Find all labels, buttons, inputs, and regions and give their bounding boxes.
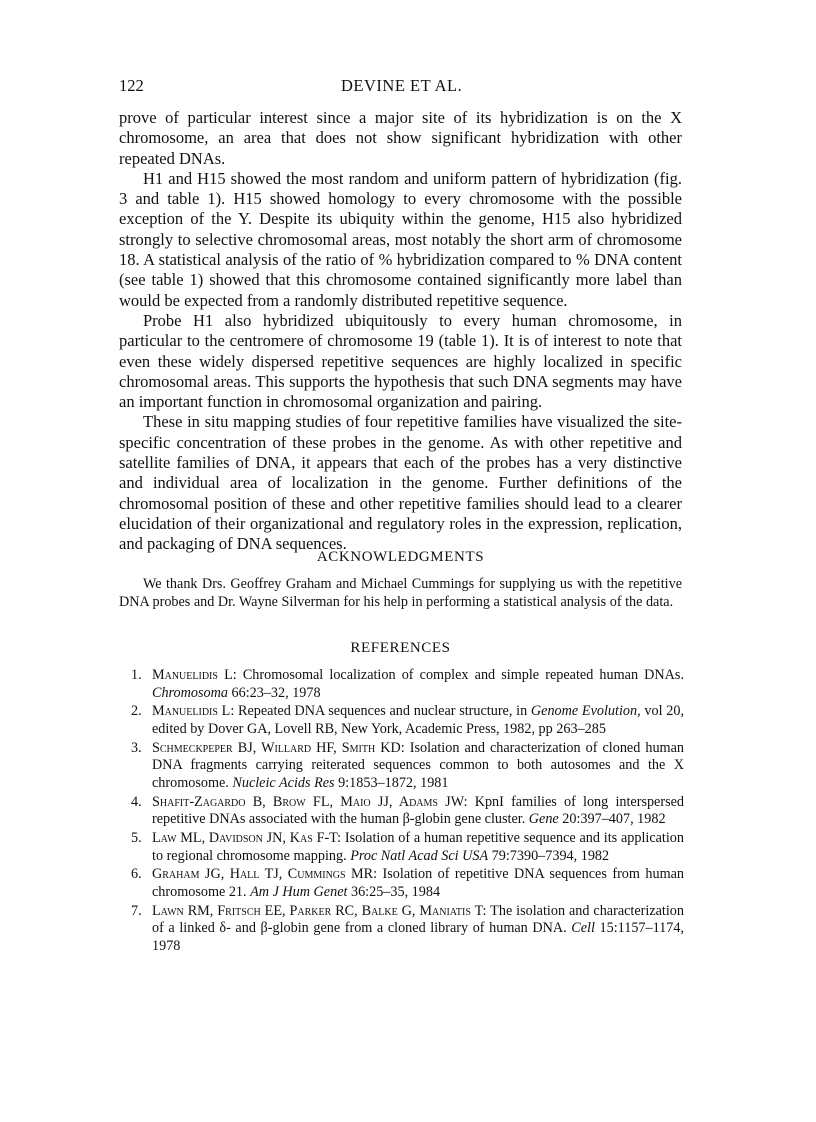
reference-citation: 15:1157–1174, 1978 xyxy=(152,920,685,955)
reference-number: 1. xyxy=(131,667,142,683)
reference-citation: 20:397–407, 1982 xyxy=(558,811,666,828)
reference-item xyxy=(119,703,684,738)
paragraph-conclusion: These in situ mapping studies of four repetitive families have visualized the site-specific concentration of these probes in the genome. As with other repetitive and satellite families of DNA, it appears that each of the probes has a very distinctive and individual area of localization in the genome. Further definitions of the chromosomal position of these and other repetitive families should lead to a clearer elucidation of their organizational and regulatory roles in the expression, replication, and packaging of DNA sequences. xyxy=(119,412,682,554)
reference-authors: Schmeckpeper BJ, Willard HF, Smith KD: xyxy=(152,739,405,756)
reference-number: 2. xyxy=(131,703,142,720)
reference-list xyxy=(119,667,684,957)
reference-title: Isolation and characterization of cloned human DNA fragments carrying reiterated sequences common to both autosomes and the X chromosome. xyxy=(152,739,684,791)
acknowledgments-text: We thank Drs. Geoffrey Graham and Michael Cummings for supplying us with the repetitive DNA probes and Dr. Wayne Silverman for his help in performing a statistical analysis of the data. xyxy=(119,576,682,610)
references-heading: REFERENCES xyxy=(350,640,451,656)
reference-title: Repeated DNA sequences and nuclear structure, in xyxy=(234,703,531,720)
reference-authors: Shafit-Zagardo B, Brow FL, Maio JJ, Adams JW: xyxy=(152,793,468,810)
running-head: DEVINE ET AL. xyxy=(341,76,463,95)
reference-journal: Gene xyxy=(528,811,559,828)
reference-journal: Chromosoma xyxy=(152,684,228,701)
reference-title: Isolation of a human repetitive sequence and its application to regional chromosome mapping. xyxy=(152,830,684,864)
reference-item xyxy=(119,830,684,865)
reference-item xyxy=(119,866,684,901)
acknowledgments-heading: ACKNOWLEDGMENTS xyxy=(316,549,485,565)
reference-title: Chromosomal localization of complex and simple repeated human DNAs. xyxy=(236,667,684,683)
reference-number: 5. xyxy=(131,830,142,847)
reference-title: Isolation of repetitive DNA sequences from human chromosome 21. xyxy=(152,866,684,901)
reference-authors: Manuelidis L: xyxy=(152,667,237,683)
reference-journal: Am J Hum Genet xyxy=(250,884,348,901)
reference-authors: Lawn RM, Fritsch EE, Parker RC, Balke G, Maniatis T: xyxy=(152,902,487,919)
reference-item xyxy=(119,794,684,829)
reference-citation: 9:1853–1872, 1981 xyxy=(334,774,449,791)
reference-authors: Graham JG, Hall TJ, Cummings MR: xyxy=(152,866,378,883)
reference-number: 4. xyxy=(131,793,142,810)
reference-number: 3. xyxy=(131,739,142,756)
reference-title: The isolation and characterization of a linked δ- and β-globin gene from a cloned library of human DNA. xyxy=(152,902,684,937)
reference-authors: Manuelidis L: xyxy=(152,703,235,720)
reference-number: 6. xyxy=(131,866,142,883)
reference-citation: 79:7390–7394, 1982 xyxy=(488,847,610,864)
reference-item xyxy=(119,903,684,956)
page-number: 122 xyxy=(119,76,144,95)
reference-journal: Proc Natl Acad Sci USA xyxy=(350,847,489,864)
page-header xyxy=(119,76,679,100)
paragraph-probe-h1: Probe H1 also hybridized ubiquitously to every human chromosome, in particular to the centromere of chromosome 19 (table 1). It is of interest to note that even these widely dispersed repetitive sequences are highly localized in specific chromosomal areas. This supports the hypothesis that such DNA segments may have an important function in chromosomal organization and pairing. xyxy=(119,310,682,412)
reference-title: KpnI families of long interspersed repetitive DNAs associated with the human β-globin gene cluster. xyxy=(152,793,684,828)
reference-number: 7. xyxy=(131,902,142,919)
reference-citation: 36:25–35, 1984 xyxy=(347,884,441,901)
paragraph-continued: prove of particular interest since a major site of its hybridization is on the X chromosome, an area that does not show significant hybridization with other repeated DNAs. xyxy=(119,108,682,168)
reference-citation: vol 20, edited by Dover GA, Lovell RB, New York, Academic Press, 1982, pp 263–285 xyxy=(152,703,684,737)
reference-authors: Law ML, Davidson JN, Kas F-T: xyxy=(152,830,342,847)
reference-journal: Cell xyxy=(571,920,595,937)
reference-journal: Nucleic Acids Res xyxy=(232,774,335,791)
reference-citation: 66:23–32, 1978 xyxy=(227,684,321,701)
body-text xyxy=(119,108,682,555)
reference-item xyxy=(119,740,684,793)
reference-journal: Genome Evolution, xyxy=(530,703,641,720)
paragraph-h1-h15: H1 and H15 showed the most random and uniform pattern of hybridization (fig. 3 and table 1). H15 showed homology to every chromosome with the possible exception of the Y. Despite its ubiquity within the genome, H15 also hybridized strongly to selective chromosomal areas, most notably the short arm of chromosome 18. A statistical analysis of the ratio of % hybridization compared to % DNA content (see table 1) showed that this chromosome contained significantly more label than would be expected from a randomly distributed repetitive sequence. xyxy=(119,168,682,310)
reference-item xyxy=(119,667,684,702)
